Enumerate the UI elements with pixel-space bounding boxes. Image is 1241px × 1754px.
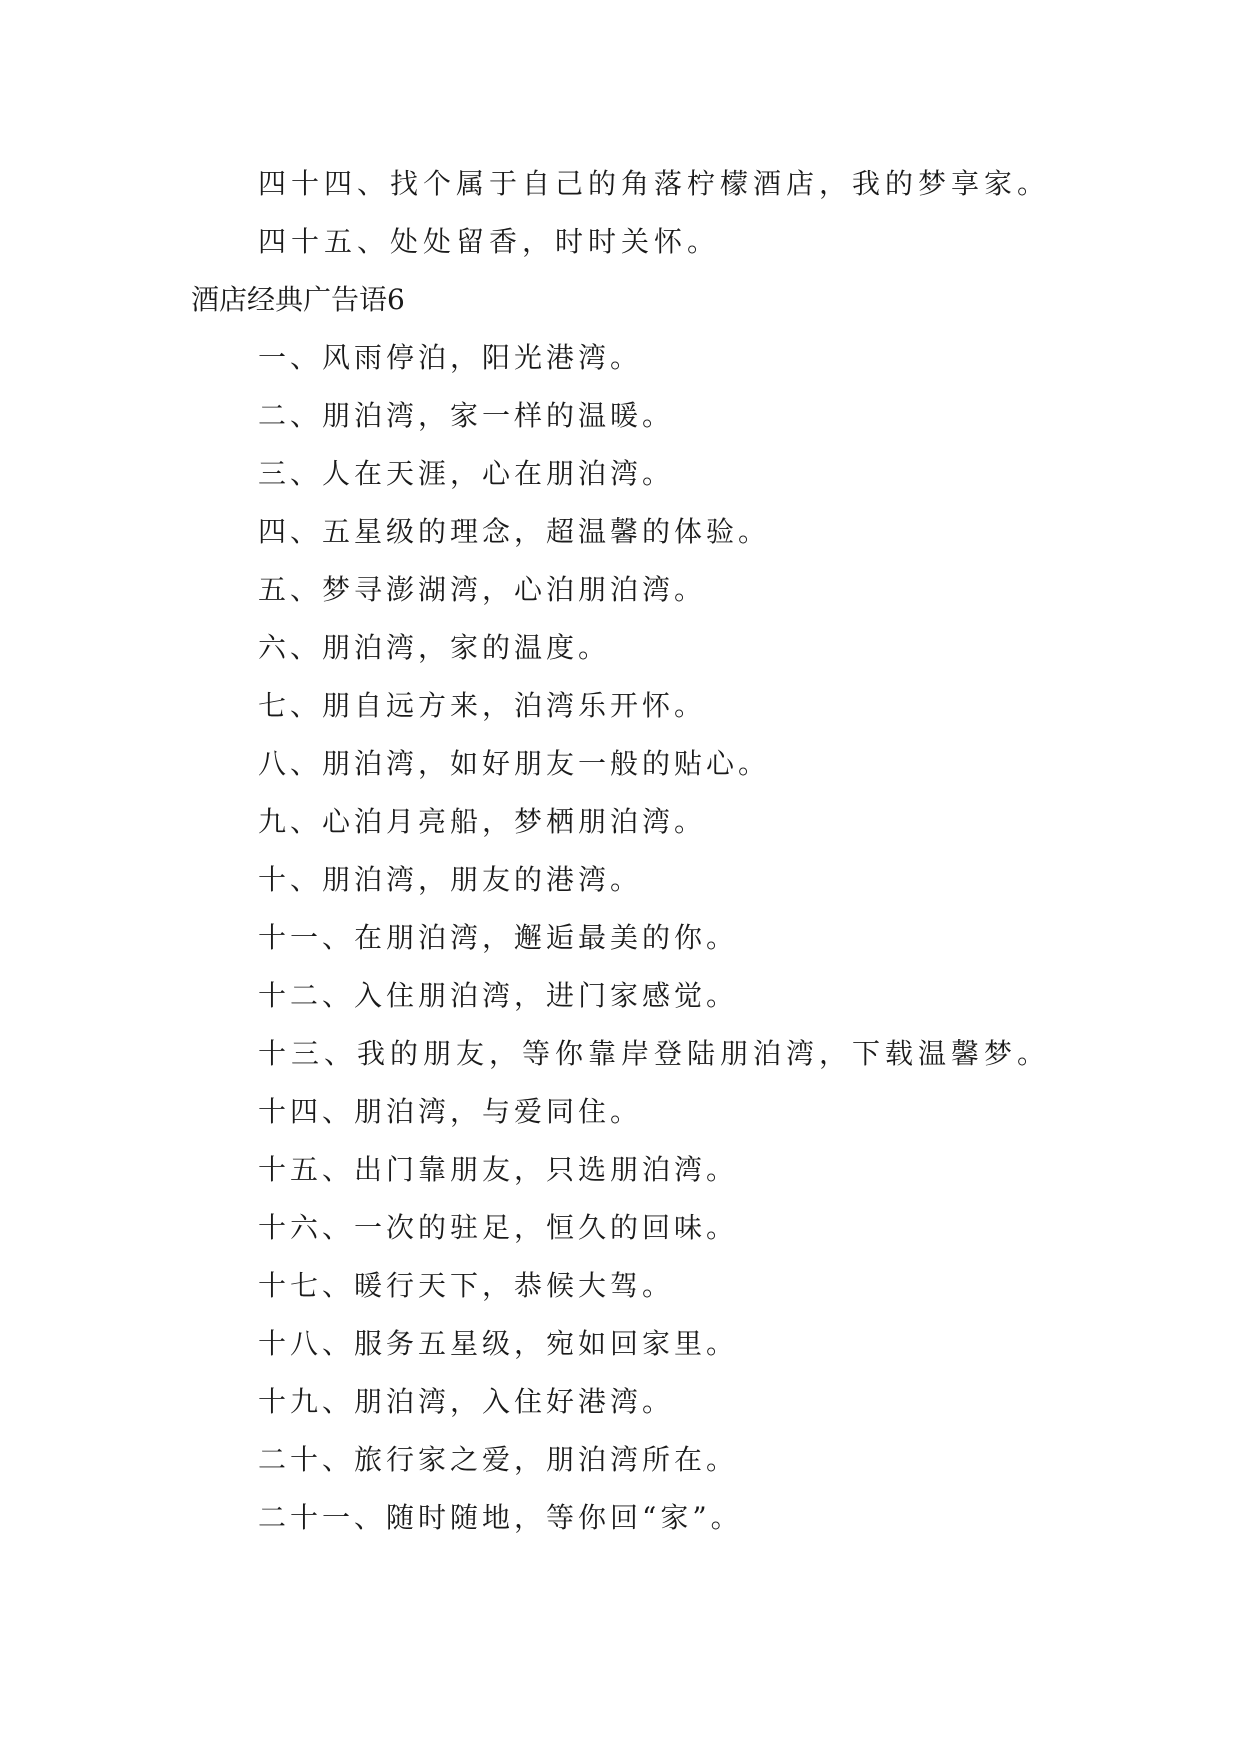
list-item: 十二、入住朋泊湾，进门家感觉。 bbox=[258, 979, 739, 1012]
list-item: 九、心泊月亮船，梦栖朋泊湾。 bbox=[258, 805, 707, 838]
list-item: 十七、暖行天下，恭候大驾。 bbox=[258, 1269, 675, 1302]
section-heading: 酒店经典广告语6 bbox=[191, 283, 405, 316]
list-item: 八、朋泊湾，如好朋友一般的贴心。 bbox=[258, 747, 771, 780]
list-item: 二十、旅行家之爱，朋泊湾所在。 bbox=[258, 1443, 739, 1476]
list-item: 十、朋泊湾，朋友的港湾。 bbox=[258, 863, 643, 896]
list-item: 三、人在天涯，心在朋泊湾。 bbox=[258, 457, 675, 490]
paragraph-line: 四十四、找个属于自己的角落柠檬酒店，我的梦享家。 bbox=[258, 167, 1051, 200]
list-item: 二十一、随时随地，等你回“家”。 bbox=[258, 1501, 743, 1534]
list-item: 十四、朋泊湾，与爱同住。 bbox=[258, 1095, 643, 1128]
list-item: 十一、在朋泊湾，邂逅最美的你。 bbox=[258, 921, 739, 954]
list-item: 十六、一次的驻足，恒久的回味。 bbox=[258, 1211, 739, 1244]
list-item: 十九、朋泊湾，入住好港湾。 bbox=[258, 1385, 675, 1418]
list-item: 十五、出门靠朋友，只选朋泊湾。 bbox=[258, 1153, 739, 1186]
list-item: 七、朋自远方来，泊湾乐开怀。 bbox=[258, 689, 707, 722]
list-item: 六、朋泊湾，家的温度。 bbox=[258, 631, 611, 664]
paragraph-line: 四十五、处处留香，时时关怀。 bbox=[258, 225, 721, 258]
list-item: 五、梦寻澎湖湾，心泊朋泊湾。 bbox=[258, 573, 707, 606]
list-item: 十三、我的朋友，等你靠岸登陆朋泊湾，下载温馨梦。 bbox=[258, 1037, 1051, 1070]
list-item: 二、朋泊湾，家一样的温暖。 bbox=[258, 399, 675, 432]
list-item: 十八、服务五星级，宛如回家里。 bbox=[258, 1327, 739, 1360]
list-item: 一、风雨停泊，阳光港湾。 bbox=[258, 341, 643, 374]
list-item: 四、五星级的理念，超温馨的体验。 bbox=[258, 515, 771, 548]
